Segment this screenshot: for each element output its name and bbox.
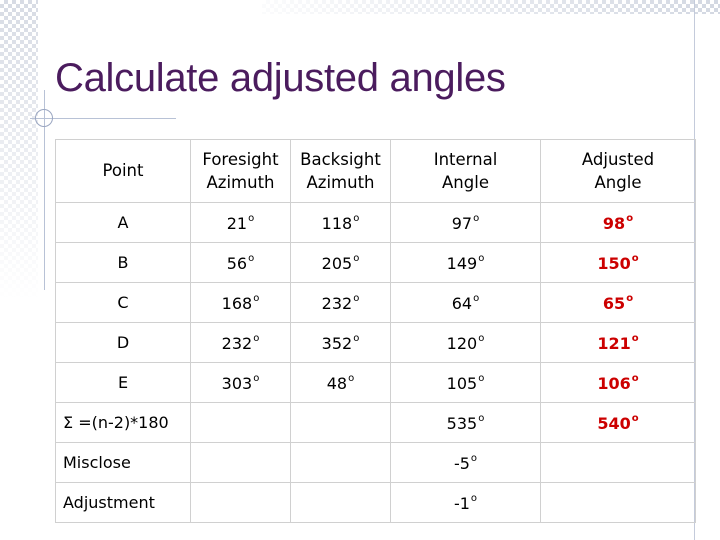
empty-cell xyxy=(291,483,391,523)
internal-value xyxy=(391,323,541,363)
misclose-row xyxy=(56,443,696,483)
degree-symbol: o xyxy=(470,452,478,464)
value-text: 150 xyxy=(597,253,631,273)
degree-symbol: o xyxy=(248,252,255,264)
internal-value xyxy=(391,283,541,323)
degree-symbol: o xyxy=(478,372,485,384)
backsight-value xyxy=(291,283,391,323)
internal-value xyxy=(391,363,541,403)
value-text: 303 xyxy=(221,373,253,393)
header-backsight-line1: Backsight xyxy=(300,149,381,169)
value-text: 64 xyxy=(451,293,473,313)
header-foresight-line2: Azimuth xyxy=(206,173,275,192)
checker-fade-left xyxy=(0,0,40,300)
empty-cell xyxy=(291,443,391,483)
misclose-value xyxy=(391,443,541,483)
table-row xyxy=(56,323,696,363)
degree-symbol: o xyxy=(253,332,260,344)
value-text: 98 xyxy=(602,213,626,233)
empty-cell xyxy=(191,483,291,523)
header-adjusted-line2: Angle xyxy=(594,173,642,192)
header-point: Point xyxy=(56,140,191,203)
sum-internal xyxy=(391,403,541,443)
value-text: 65 xyxy=(602,293,626,313)
misclose-label: Misclose xyxy=(56,443,191,483)
point-label: E xyxy=(56,363,191,403)
value-text: 120 xyxy=(446,333,478,353)
header-row xyxy=(56,140,696,203)
value-text: 352 xyxy=(321,333,353,353)
backsight-value xyxy=(291,323,391,363)
value-text: 168 xyxy=(221,293,253,313)
adjusted-value xyxy=(541,323,696,363)
sum-row xyxy=(56,403,696,443)
value-text: 232 xyxy=(221,333,253,353)
degree-symbol: o xyxy=(626,212,634,224)
internal-value xyxy=(391,243,541,283)
adjusted-value xyxy=(541,243,696,283)
degree-symbol: o xyxy=(626,292,634,304)
header-adjusted-line1: Adjusted xyxy=(581,149,655,169)
degree-symbol: o xyxy=(348,372,355,384)
value-text: 118 xyxy=(321,213,353,233)
table-row xyxy=(56,243,696,283)
adjustment-row xyxy=(56,483,696,523)
degree-symbol: o xyxy=(473,292,480,304)
header-internal-line1: Internal xyxy=(433,149,498,169)
header-foresight-line1: Foresight xyxy=(202,149,279,169)
value-text: 48 xyxy=(326,373,348,393)
degree-symbol: o xyxy=(353,332,360,344)
value-text: 106 xyxy=(597,373,631,393)
angles-table xyxy=(55,139,696,523)
header-backsight-line2: Azimuth xyxy=(306,173,375,192)
value-text: 21 xyxy=(226,213,248,233)
foresight-value xyxy=(191,323,291,363)
slide-title: Calculate adjusted angles xyxy=(55,56,506,100)
value-text: 205 xyxy=(321,253,353,273)
value-text: -5 xyxy=(453,453,470,473)
value-text: 121 xyxy=(597,333,631,353)
point-label: C xyxy=(56,283,191,323)
empty-cell xyxy=(191,443,291,483)
adjusted-value xyxy=(541,203,696,243)
value-text: 232 xyxy=(321,293,353,313)
value-text: 105 xyxy=(446,373,478,393)
degree-symbol: o xyxy=(353,252,360,264)
backsight-value xyxy=(291,203,391,243)
degree-symbol: o xyxy=(631,412,639,424)
foresight-value xyxy=(191,203,291,243)
point-label: D xyxy=(56,323,191,363)
degree-symbol: o xyxy=(470,492,478,504)
degree-symbol: o xyxy=(353,212,360,224)
table-row xyxy=(56,283,696,323)
value-text: 149 xyxy=(446,253,478,273)
degree-symbol: o xyxy=(478,252,485,264)
empty-cell xyxy=(291,403,391,443)
degree-symbol: o xyxy=(478,332,485,344)
sum-adjusted xyxy=(541,403,696,443)
adjustment-label: Adjustment xyxy=(56,483,191,523)
degree-symbol: o xyxy=(353,292,360,304)
backsight-value xyxy=(291,243,391,283)
foresight-value xyxy=(191,243,291,283)
backsight-value xyxy=(291,363,391,403)
degree-symbol: o xyxy=(473,212,480,224)
degree-symbol: o xyxy=(253,292,260,304)
value-text: 540 xyxy=(597,413,631,433)
empty-cell xyxy=(541,443,696,483)
header-internal xyxy=(391,140,541,203)
degree-symbol: o xyxy=(631,252,639,264)
degree-symbol: o xyxy=(631,372,639,384)
header-internal-line2: Angle xyxy=(442,173,489,192)
degree-symbol: o xyxy=(478,412,485,424)
point-label: A xyxy=(56,203,191,243)
value-text: 56 xyxy=(226,253,248,273)
degree-symbol: o xyxy=(253,372,260,384)
header-backsight xyxy=(291,140,391,203)
sum-label: Σ =(n-2)*180 xyxy=(56,403,191,443)
empty-cell xyxy=(191,403,291,443)
adjusted-value xyxy=(541,363,696,403)
table-row xyxy=(56,203,696,243)
header-adjusted xyxy=(541,140,696,203)
crosshair-icon xyxy=(35,109,53,127)
degree-symbol: o xyxy=(631,332,639,344)
foresight-value xyxy=(191,363,291,403)
adjustment-value xyxy=(391,483,541,523)
empty-cell xyxy=(541,483,696,523)
adjusted-value xyxy=(541,283,696,323)
point-label: B xyxy=(56,243,191,283)
value-text: -1 xyxy=(453,493,470,513)
value-text: 97 xyxy=(451,213,473,233)
degree-symbol: o xyxy=(248,212,255,224)
header-foresight xyxy=(191,140,291,203)
foresight-value xyxy=(191,283,291,323)
table-row xyxy=(56,363,696,403)
internal-value xyxy=(391,203,541,243)
value-text: 535 xyxy=(446,413,478,433)
checker-fade-top xyxy=(262,0,720,14)
